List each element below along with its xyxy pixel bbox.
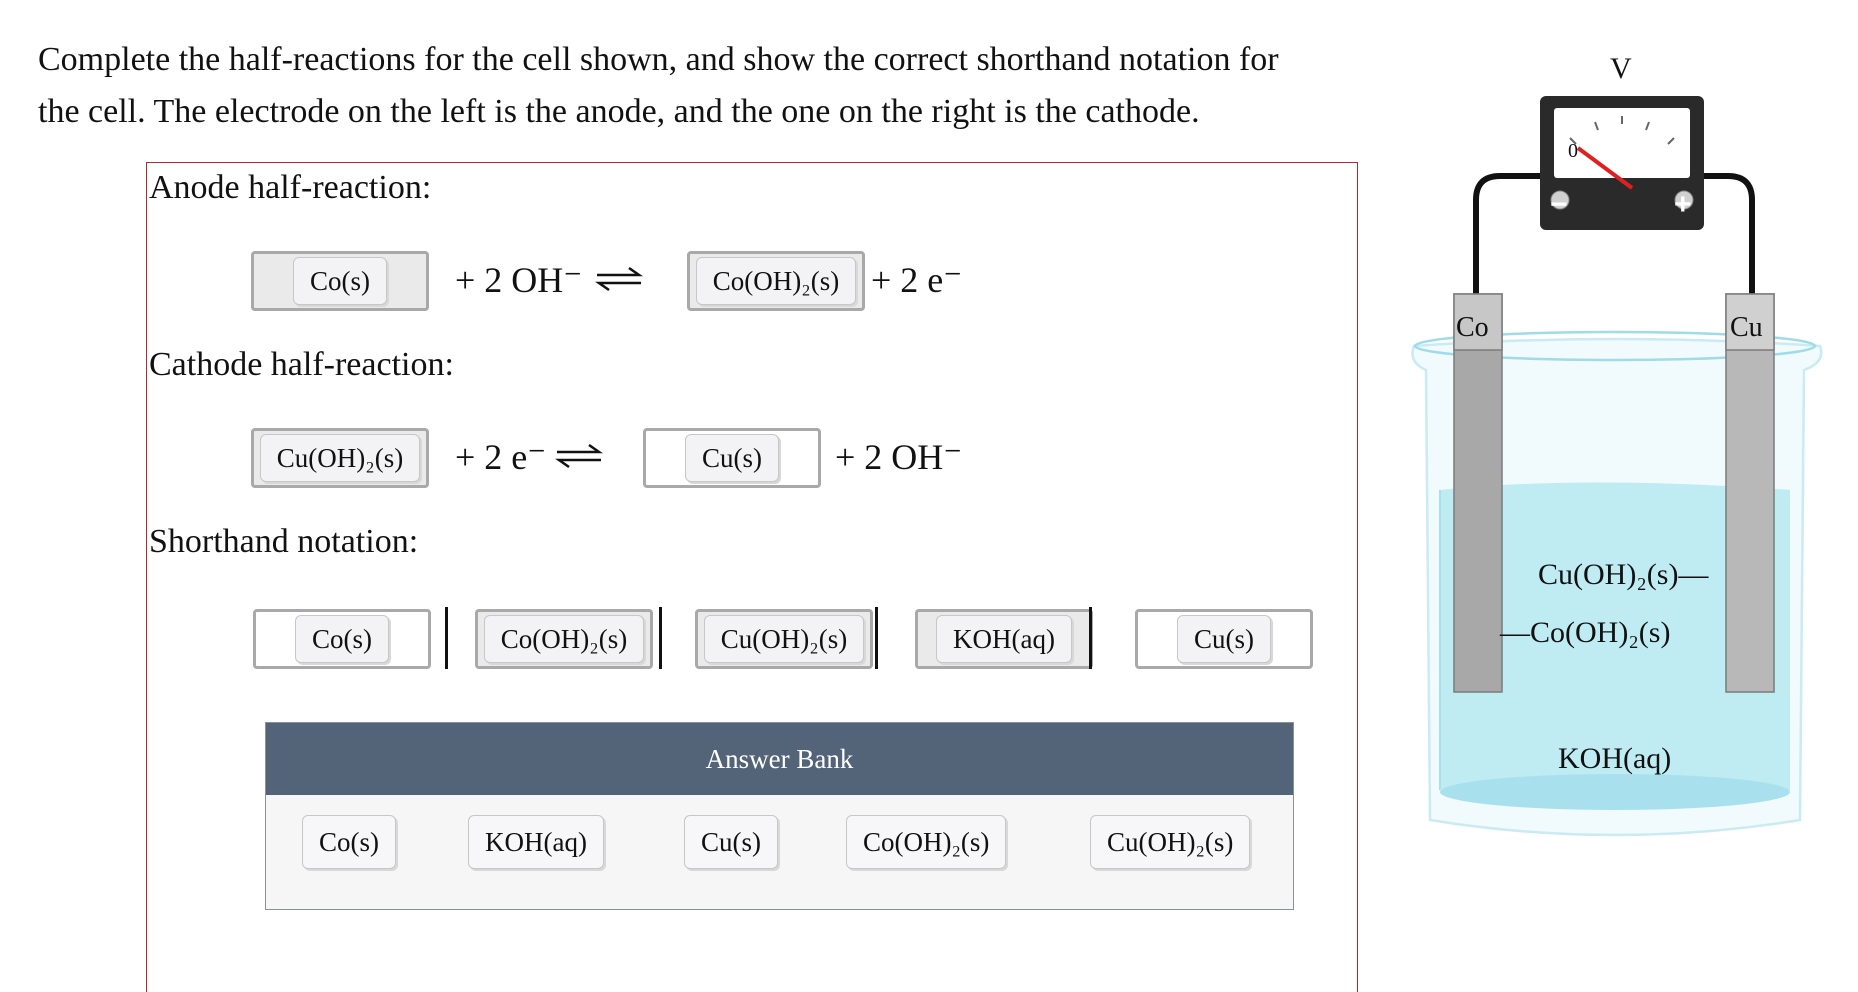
bank-item-koh[interactable]: KOH(aq) [468, 815, 604, 869]
bank-item-wrap [468, 815, 604, 869]
question-line-2: the cell. The electrode on the left is the anode, and the one on the right is the cathode. [38, 93, 1200, 130]
anode-electron-term: + 2 e⁻ [871, 260, 963, 300]
bank-item-co-oh2[interactable]: Co(OH)₂(s) [846, 815, 1006, 869]
beaker-illustration [1400, 50, 1858, 850]
right-electrode-label: Cu [1730, 312, 1763, 343]
equilibrium-arrow-icon [555, 444, 603, 468]
shorthand-slot-1[interactable] [253, 609, 431, 669]
bank-item-co[interactable]: Co(s) [302, 815, 396, 869]
voltmeter-label: V [1610, 52, 1632, 85]
solution-label: KOH(aq) [1558, 742, 1672, 775]
anode-product-slot[interactable] [687, 251, 865, 311]
cathode-reactant-slot[interactable] [251, 428, 429, 488]
shorthand-chip-1[interactable]: Co(s) [295, 615, 389, 663]
cathode-hydroxide-term: + 2 OH⁻ [835, 437, 963, 477]
anode-reactant-chip[interactable]: Co(s) [293, 257, 387, 305]
shorthand-slot-4[interactable] [915, 609, 1093, 669]
phase-boundary-line [1089, 607, 1092, 669]
co-hydroxide-coating-label: —Co(OH)₂(s) [1500, 616, 1671, 649]
bank-item-wrap [302, 815, 396, 869]
answer-bank-header: Answer Bank [266, 723, 1293, 795]
shorthand-slot-3[interactable] [695, 609, 873, 669]
anode-title: Anode half-reaction: [149, 169, 432, 206]
meter-zero-label: 0 [1568, 140, 1578, 162]
shorthand-chip-4[interactable]: KOH(aq) [936, 615, 1072, 663]
positive-terminal-label: + [1674, 188, 1692, 221]
anode-reactant-slot[interactable] [251, 251, 429, 311]
left-electrode-label: Co [1456, 312, 1489, 343]
bank-item-wrap [684, 815, 778, 869]
cathode-reactant-chip[interactable]: Cu(OH)₂(s) [260, 434, 420, 482]
cathode-product-chip[interactable]: Cu(s) [685, 434, 779, 482]
bank-item-wrap [846, 815, 1006, 869]
phase-boundary-line [659, 607, 662, 669]
bank-item-cu[interactable]: Cu(s) [684, 815, 778, 869]
galvanic-cell-diagram [1400, 50, 1858, 850]
shorthand-chip-5[interactable]: Cu(s) [1177, 615, 1271, 663]
shorthand-slot-5[interactable] [1135, 609, 1313, 669]
cathode-title: Cathode half-reaction: [149, 346, 454, 383]
phase-boundary-line [445, 607, 448, 669]
bank-item-cu-oh2[interactable]: Cu(OH)₂(s) [1090, 815, 1250, 869]
cathode-product-slot[interactable] [643, 428, 821, 488]
shorthand-chip-2[interactable]: Co(OH)₂(s) [484, 615, 644, 663]
anode-hydroxide-term: + 2 OH⁻ [455, 260, 583, 300]
anode-product-chip[interactable]: Co(OH)₂(s) [696, 257, 856, 305]
negative-terminal-label: − [1550, 188, 1568, 221]
question-text [38, 34, 1378, 138]
shorthand-title: Shorthand notation: [149, 523, 419, 560]
answer-bank [265, 722, 1294, 910]
question-line-1: Complete the half-reactions for the cell shown, and show the correct shorthand notation for [38, 41, 1279, 78]
equilibrium-arrow-icon [595, 267, 643, 291]
shorthand-slot-2[interactable] [475, 609, 653, 669]
bank-item-wrap [1090, 815, 1250, 869]
cu-hydroxide-coating-label: Cu(OH)₂(s)— [1538, 558, 1709, 591]
phase-boundary-line [875, 607, 878, 669]
cathode-electron-term: + 2 e⁻ [455, 437, 547, 477]
shorthand-chip-3[interactable]: Cu(OH)₂(s) [704, 615, 864, 663]
